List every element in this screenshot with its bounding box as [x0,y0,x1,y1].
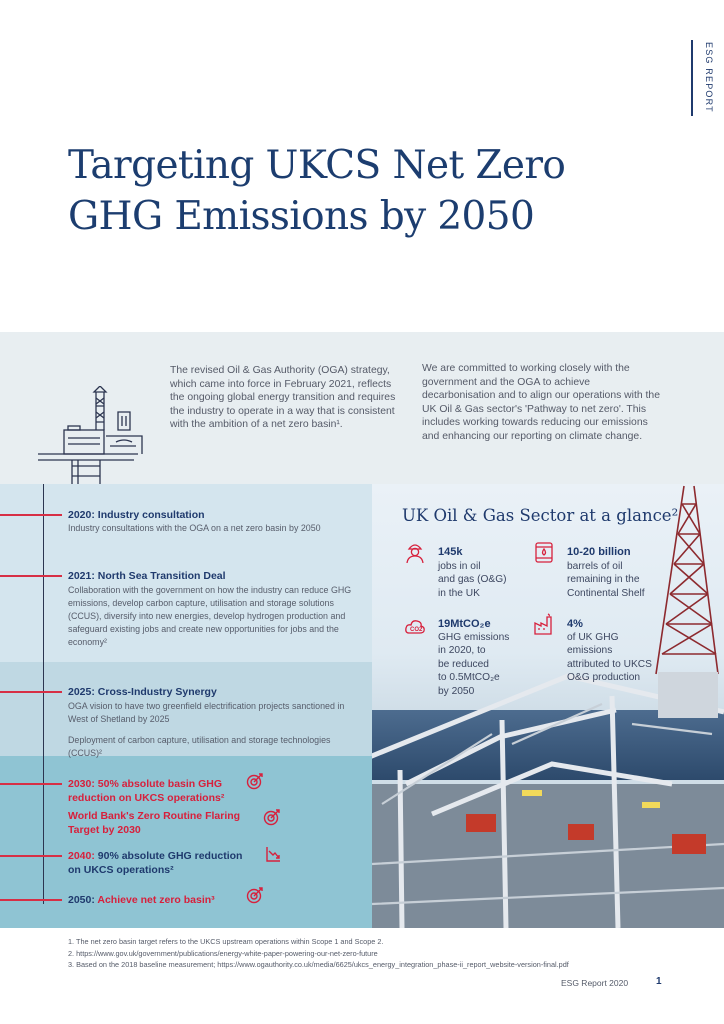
flaring-target-line1: World Bank's Zero Routine Flaring [68,810,241,822]
milestone-2040-line2: on UKCS operations² [68,864,174,876]
intro-right-paragraph: We are committed to working closely with the government and the OGA to achieve decarbonisation and to align our operations with the UK Oil & Gas sector's 'Pathway to net zero'. This includes working towards reducing our emissions and enhancing our reporting on climate change. [422,363,660,442]
footer-report-label: ESG Report 2020 [561,978,629,988]
milestone-2021-heading: 2021: North Sea Transition Deal [68,570,226,582]
flaring-target-line2: Target by 2030 [68,824,141,836]
target-icon [263,808,281,826]
stat-share-desc: of UK GHG emissions attributed to UKCS O&G production [567,632,652,684]
chart-down-icon [265,846,281,862]
stat-share-value: 4% [567,618,583,630]
timeline-marker-2050 [0,899,62,901]
side-tab-rule [691,40,693,116]
milestone-2050-heading: 2050: Achieve net zero basin³ [68,894,215,906]
milestone-2025-ccus: Deployment of carbon capture, utilisation and storage technologies (CCUS)² [68,735,331,758]
target-icon [246,772,264,790]
intro-left-paragraph: The revised Oil & Gas Authority (OGA) strategy, which came into force in February 2021, reflects the ongoing global energy transition and requires the industry to operate in a way that is consistent with the ambition of a net zero basin¹. [170,365,396,431]
timeline-axis [43,484,44,904]
side-tab-label: ESG REPORT [704,42,714,113]
footnote-3[interactable]: 3. Based on the 2018 baseline measurement; https://www.ogauthority.co.uk/media/6625/ukcs_energy_integration_phase-ii_report_website-version-final.pdf [68,960,569,969]
page-number: 1 [656,976,662,987]
timeline-marker-2040 [0,855,62,857]
svg-text:CO2: CO2 [410,627,423,633]
side-tab [697,42,721,122]
timeline-marker-2025 [0,691,62,693]
glance-title: UK Oil & Gas Sector at a glance² [402,506,679,525]
milestone-2025-heading: 2025: Cross-Industry Synergy [68,686,217,698]
stat-barrels-value: 10-20 billion [567,546,631,558]
oil-barrel-icon [533,541,555,563]
milestone-2020-body: Industry consultations with the OGA on a net zero basin by 2050 [68,523,321,533]
timeline-marker-2020 [0,514,62,516]
footnote-1: 1. The net zero basin target refers to the UKCS upstream operations within Scope 1 and Scope 2. [68,937,384,946]
page-title: Targeting UKCS Net Zero GHG Emissions by 2050 [68,143,566,239]
target-icon [246,886,264,904]
footnote-2[interactable]: 2. https://www.gov.uk/government/publications/energy-white-paper-powering-our-net-zero-future [68,949,378,958]
factory-icon [533,613,555,635]
stat-jobs-desc: jobs in oil and gas (O&G) in the UK [438,561,507,599]
stat-emissions-desc: GHG emissions in 2020, to be reduced to 0.5MtCO₂e by 2050 [438,632,510,697]
milestone-2021-body: Collaboration with the government on how the industry can reduce GHG emissions, develop carbon capture, utilisation and storage solutions (CCUS), diversify into new energies, develop hydrogen production and safeguard existing jobs and create new opportunities for jobs and the economy² [68,585,352,647]
stat-emissions-value: 19MtCO₂e [438,618,491,630]
offshore-platform-icon [38,386,160,484]
worker-icon [404,541,426,563]
milestone-2030-line2: reduction on UKCS operations² [68,792,225,804]
milestone-2020-heading: 2020: Industry consultation [68,509,205,521]
timeline-marker-2030 [0,783,62,785]
milestone-2030-line1: 2030: 50% absolute basin GHG [68,778,223,790]
stat-barrels-desc: barrels of oil remaining in the Continental Shelf [567,561,645,599]
co2-cloud-icon [404,616,426,638]
milestone-2025-body: OGA vision to have two greenfield electrification projects sanctioned in West of Shetland by 2025 [68,701,345,724]
stat-jobs-value: 145k [438,546,463,558]
timeline-marker-2021 [0,575,62,577]
milestone-2040-line1: 2040: 90% absolute GHG reduction [68,850,243,862]
